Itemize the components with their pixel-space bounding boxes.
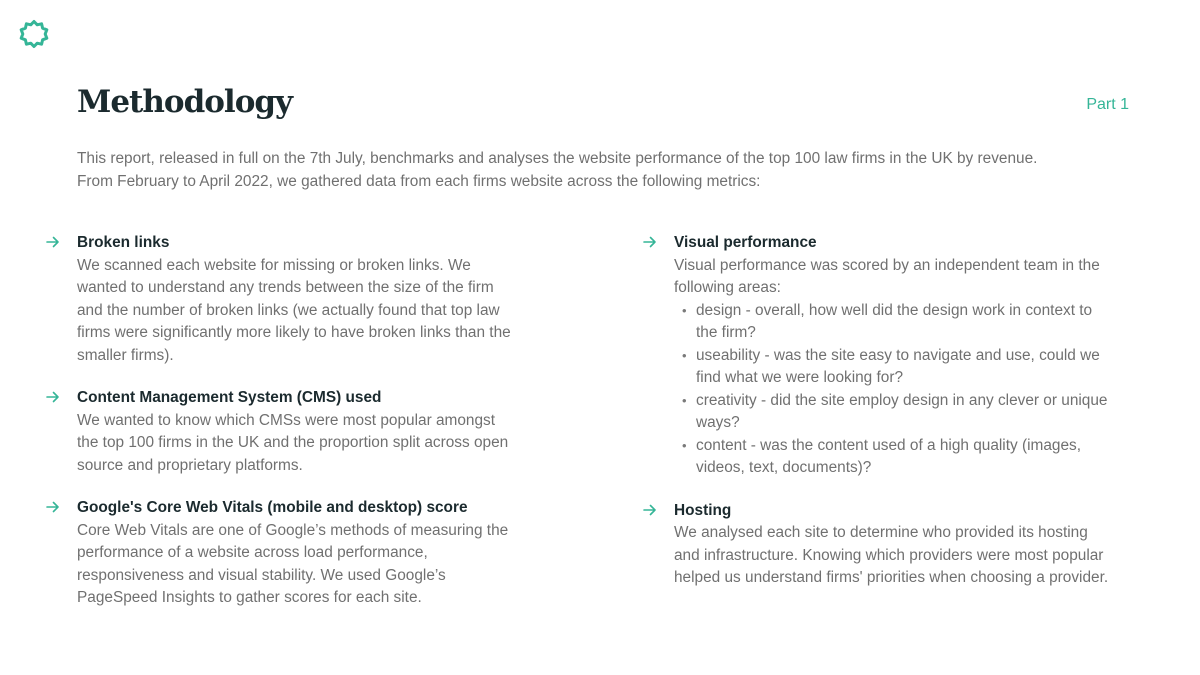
list-item: [696, 435, 1124, 480]
description-line: source and proprietary platforms.: [77, 456, 303, 474]
flower-badge-icon: [19, 19, 49, 49]
list-item: [696, 345, 1124, 390]
description-line: PageSpeed Insights to gather scores for each site.: [77, 589, 422, 606]
metric-description: [77, 520, 527, 610]
list-item-line: ways?: [696, 414, 740, 431]
metric-title: Broken links: [77, 234, 170, 251]
arrow-right-icon: [46, 391, 60, 403]
metric-cms-used: [77, 387, 527, 477]
intro-paragraph: [77, 148, 1137, 193]
metric-broken-links: [77, 232, 527, 367]
list-item-line: useability - was the site easy to navigate and use, could we: [696, 346, 1100, 364]
description-line: We analysed each site to determine who provided its hosting: [674, 524, 1088, 541]
description-line: wanted to understand any trends between the size of the firm: [77, 279, 494, 296]
list-item-line: find what we were looking for?: [696, 369, 904, 386]
metric-visual-performance: [674, 232, 1124, 480]
description-line: We wanted to know which CMSs were most popular amongst: [77, 411, 496, 429]
page-title: Methodology: [77, 84, 293, 120]
metric-title: Content Management System (CMS) used: [77, 389, 382, 406]
description-line: responsiveness and visual stability. We used Google’s: [77, 566, 446, 584]
visual-areas-list: [674, 300, 1124, 480]
description-line: the top 100 firms in the UK and the proportion split across open: [77, 434, 509, 451]
metrics-left-column: [77, 232, 527, 610]
part-label: Part 1: [1086, 96, 1129, 113]
description-line: smaller firms).: [77, 346, 174, 364]
list-item-line: content - was the content used of a high quality (images,: [696, 436, 1081, 454]
description-line: helped us understand firms' priorities when choosing a provider.: [674, 569, 1109, 586]
metric-core-web-vitals: [77, 497, 527, 610]
list-item-line: videos, text, documents)?: [696, 459, 872, 476]
description-line: firms were significantly more likely to have broken links than the: [77, 324, 511, 341]
arrow-right-icon: [643, 504, 657, 516]
metric-description: [77, 410, 527, 478]
description-line: and infrastructure. Knowing which providers were most popular: [674, 546, 1104, 564]
metric-title: Visual performance: [674, 234, 817, 251]
arrow-right-icon: [46, 501, 60, 513]
metric-description: [674, 522, 1124, 590]
arrow-right-icon: [46, 236, 60, 248]
description-line: Visual performance was scored by an independent team in the: [674, 256, 1100, 274]
list-item: [696, 300, 1124, 345]
description-line: and the number of broken links (we actually found that top law: [77, 301, 500, 319]
description-line: We scanned each website for missing or broken links. We: [77, 256, 471, 274]
list-item: [696, 390, 1124, 435]
list-item-line: creativity - did the site employ design in any clever or unique: [696, 391, 1108, 409]
metric-description: [77, 255, 527, 368]
list-item-line: design - overall, how well did the design work in context to: [696, 301, 1093, 319]
description-line: performance of a website across load performance,: [77, 544, 428, 561]
description-line: following areas:: [674, 279, 781, 296]
metric-hosting: [674, 500, 1124, 590]
metric-title: Hosting: [674, 501, 732, 519]
intro-line: This report, released in full on the 7th July, benchmarks and analyses the website performance of the top 100 law firms in the UK by revenue.: [77, 150, 1038, 167]
intro-line: From February to April 2022, we gathered data from each firms website across the following metrics:: [77, 172, 761, 190]
metric-description: [674, 255, 1124, 300]
description-line: Core Web Vitals are one of Google’s methods of measuring the: [77, 521, 509, 539]
metric-title: Google's Core Web Vitals (mobile and desktop) score: [77, 499, 468, 516]
metrics-right-column: [674, 232, 1124, 590]
list-item-line: the firm?: [696, 324, 756, 341]
arrow-right-icon: [643, 236, 657, 248]
